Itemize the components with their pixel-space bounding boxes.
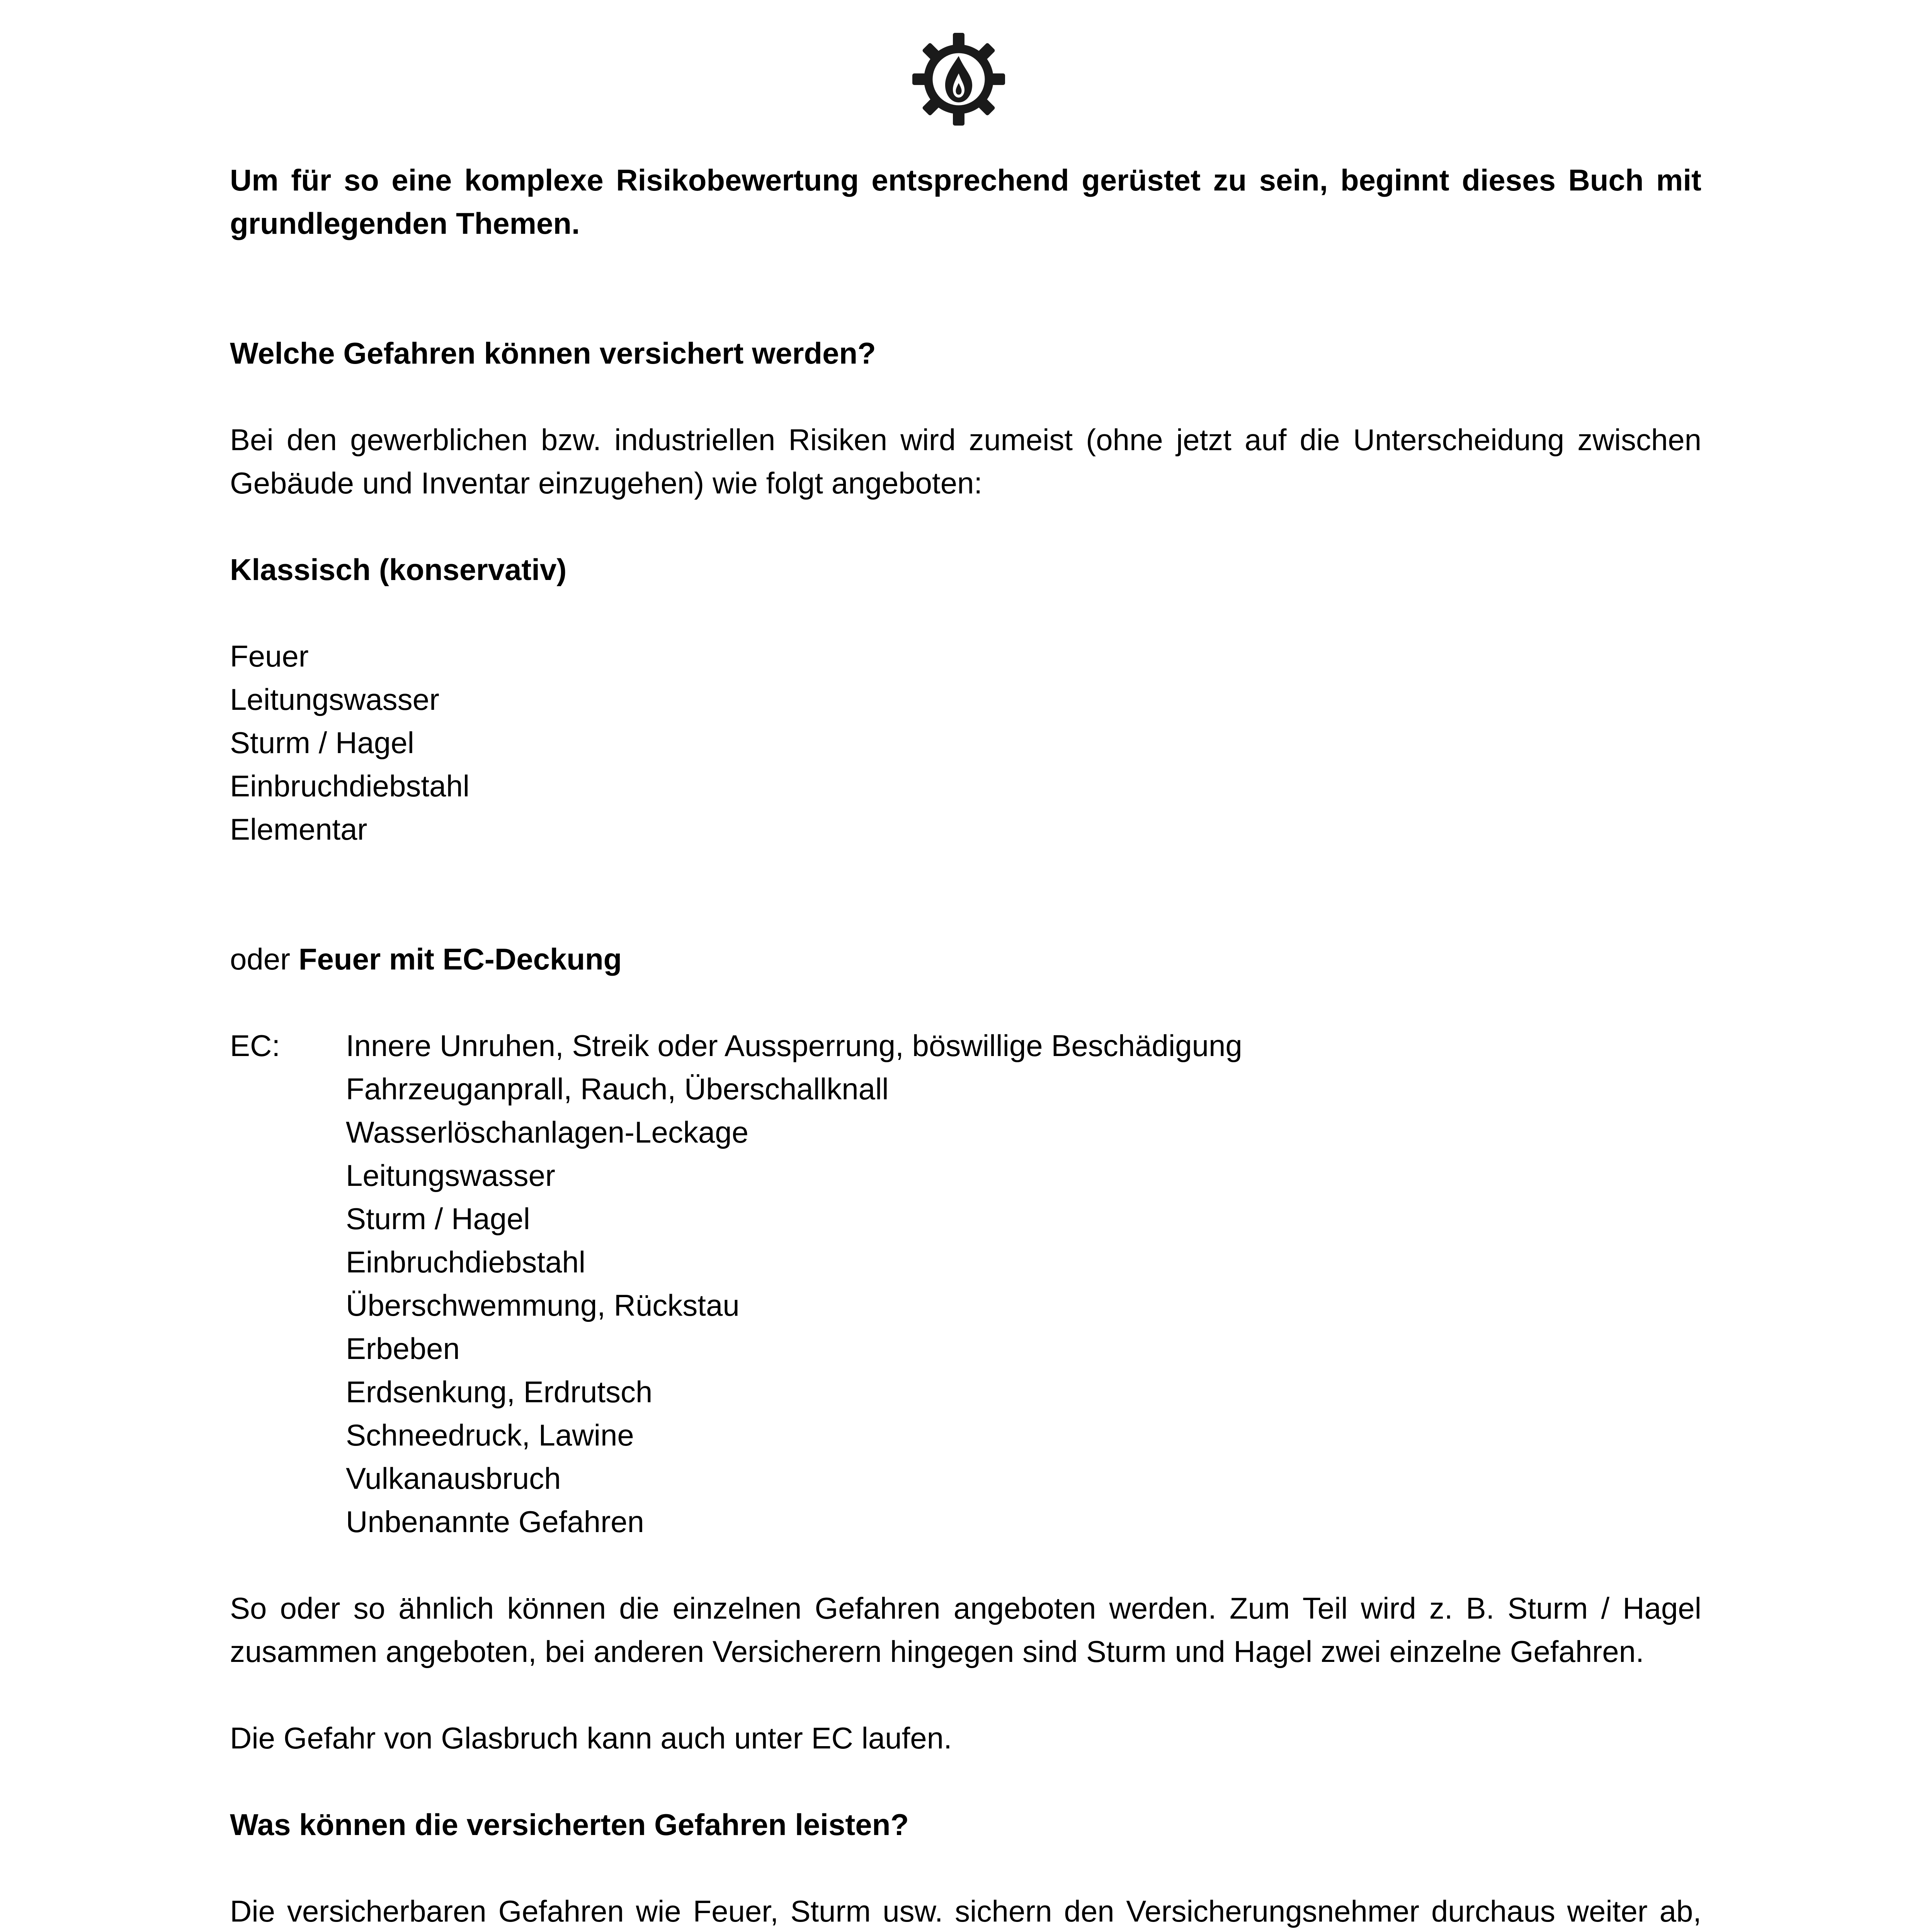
list-item: Elementar xyxy=(230,812,367,846)
classic-list xyxy=(230,634,1701,851)
list-item: Innere Unruhen, Streik oder Aussperrung, böswillige Beschädigung xyxy=(346,1029,1242,1063)
ec-list-block xyxy=(230,1024,1701,1543)
intro-paragraph: Um für so eine komplexe Risikobewertung entsprechend gerüstet zu sein, beginnt dieses Buch mit grundlegenden Themen. xyxy=(230,163,1701,240)
list-item: Erdsenkung, Erdrutsch xyxy=(346,1375,653,1409)
paragraph-glass: Die Gefahr von Glasbruch kann auch unter EC laufen. xyxy=(230,1721,952,1755)
list-item: Sturm / Hagel xyxy=(230,726,414,760)
list-item: Überschwemmung, Rückstau xyxy=(346,1288,740,1322)
ec-coverage-label: Feuer mit EC-Deckung xyxy=(298,942,622,976)
list-item: Sturm / Hagel xyxy=(346,1202,530,1236)
list-item: Einbruchdiebstahl xyxy=(346,1245,586,1279)
list-item: Unbenannte Gefahren xyxy=(346,1505,644,1539)
ec-label: EC: xyxy=(230,1029,281,1063)
page-content xyxy=(230,158,1701,1932)
heading-classic: Klassisch (konservativ) xyxy=(230,553,567,587)
paragraph-commercial-risks: Bei den gewerblichen bzw. industriellen Risiken wird zumeist (ohne jetzt auf die Unterscheidung zwischen Gebäude und Inventar einzugehen) wie folgt angeboten: xyxy=(230,423,1701,500)
list-item: Feuer xyxy=(230,639,309,673)
list-item: Schneedruck, Lawine xyxy=(346,1418,634,1452)
heading-perils-performance: Was können die versicherten Gefahren leisten? xyxy=(230,1808,909,1842)
heading-insurable-perils: Welche Gefahren können versichert werden? xyxy=(230,336,876,370)
gear-flame-icon xyxy=(910,31,1007,128)
list-item: Erbeben xyxy=(346,1332,460,1366)
list-item: Einbruchdiebstahl xyxy=(230,769,470,803)
oder-line xyxy=(230,937,1701,981)
list-item: Fahrzeuganprall, Rauch, Überschallknall xyxy=(346,1072,889,1106)
ec-list xyxy=(346,1024,1701,1543)
oder-prefix: oder xyxy=(230,942,299,976)
list-item: Leitungswasser xyxy=(230,682,439,716)
list-item: Wasserlöschanlagen-Leckage xyxy=(346,1115,749,1149)
list-item: Leitungswasser xyxy=(346,1158,555,1192)
paragraph-similar: So oder so ähnlich können die einzelnen Gefahren angeboten werden. Zum Teil wird z. B. Sturm / Hagel zusammen angeboten, bei anderen Versicherern hingegen sind Sturm und Hagel zwei einzelne Gefahren. xyxy=(230,1591,1701,1668)
list-item: Vulkanausbruch xyxy=(346,1461,561,1495)
paragraph-insurable-perils: Die versicherbaren Gefahren wie Feuer, Sturm usw. sichern den Versicherungsnehmer durchaus weiter ab, xyxy=(230,1894,1701,1928)
